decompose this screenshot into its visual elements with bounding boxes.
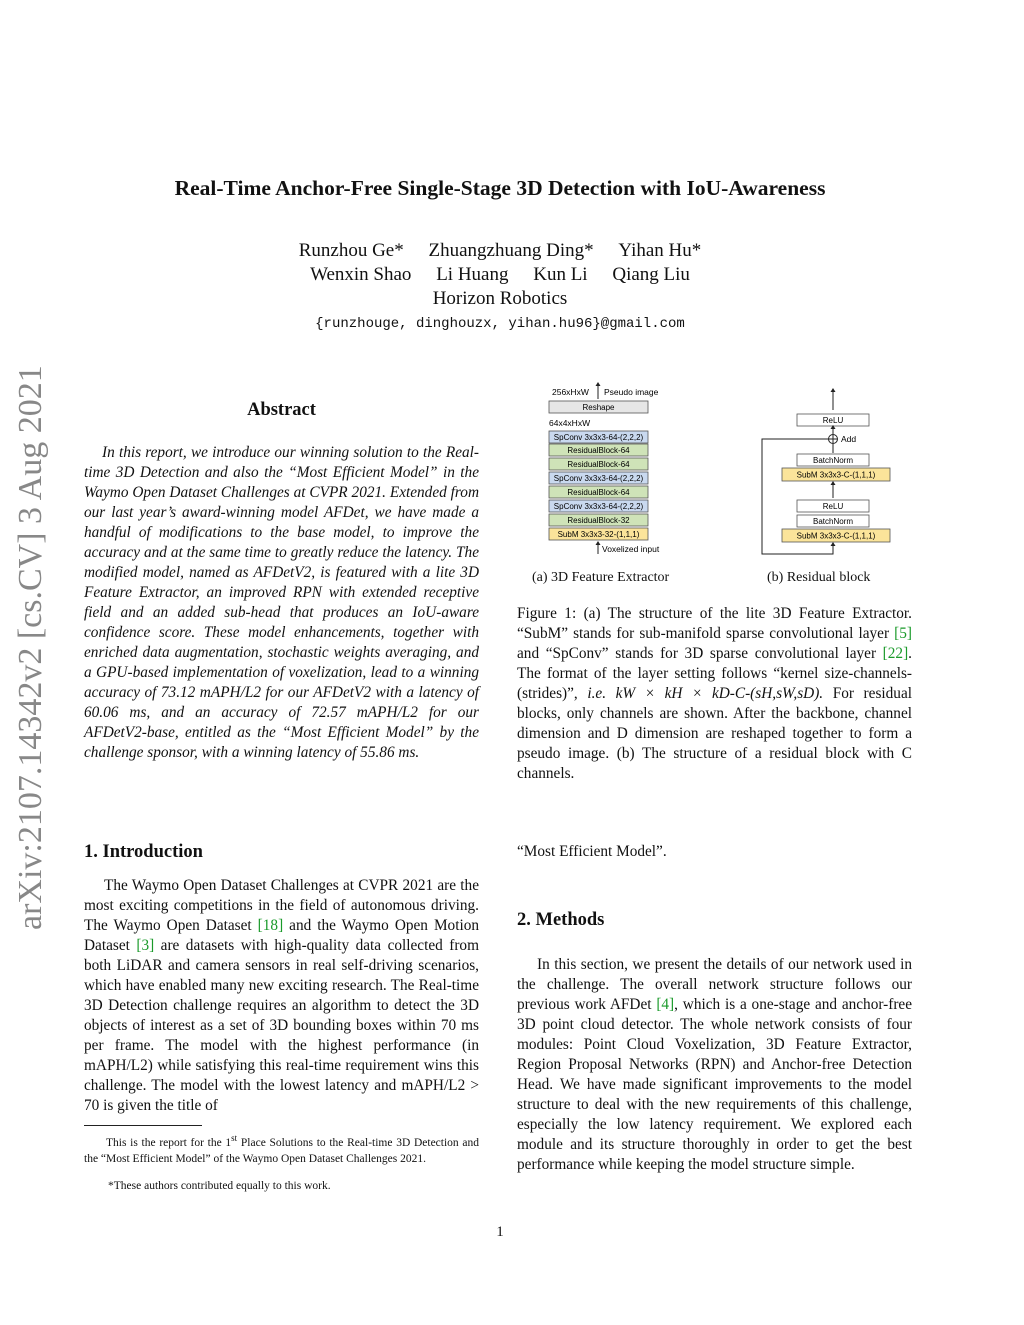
voxelized-input-label: Voxelized input (602, 544, 660, 554)
svg-text:BatchNorm: BatchNorm (812, 456, 854, 465)
arxiv-identifier: arXiv:2107.14342v2 [cs.CV] 3 Aug 2021 (12, 365, 49, 930)
svg-text:ReLU: ReLU (822, 502, 844, 511)
abstract-text: In this report, we introduce our winning solution to the Real-time 3D Detection and also the “Most Efficient Model” in the Waymo Open Dataset Challenges at CVPR 2021. Extended from our last year’s award-winning model AFDet, we have made a handful of modifications to the base model, to improve the accuracy and at the same time to greatly reduce the latency. The modified model, named as AFDetV2, is featured with a lite 3D Feature Extractor, an improved RPN with extended receptive field and an added sub-head that produces an IoU-aware confidence score. These model enhancements, together with enriched data augmentation, stochastic weights averaging, and a GPU-based implementation of voxelization, lead to a winning accuracy of 73.12 mAPH/L2 for our AFDetV2 with a latency of 60.06 ms, and an accuracy of 72.57 mAPH/L2 for our AFDetV2-base, entitled as the “Most Efficient Model” by the challenge sponsor, with a winning latency of 55.86 ms. (84, 444, 479, 761)
svg-text:SubM 3x3x3-C-(1,1,1): SubM 3x3x3-C-(1,1,1) (796, 470, 876, 480)
citation-link[interactable]: [4] (656, 996, 675, 1013)
extractor-stack (549, 431, 648, 540)
residual-block-diagram (762, 388, 890, 554)
svg-text:SubM 3x3x3-C-(1,1,1): SubM 3x3x3-C-(1,1,1) (796, 531, 876, 541)
abstract-heading: Abstract (247, 400, 316, 420)
author: Li Huang (436, 264, 509, 285)
svg-text:SpConv 3x3x3-64-(2,2,2): SpConv 3x3x3-64-(2,2,2) (553, 433, 644, 442)
author: Kun Li (533, 264, 588, 285)
svg-text:SpConv 3x3x3-64-(2,2,2): SpConv 3x3x3-64-(2,2,2) (553, 502, 644, 511)
add-label: Add (841, 434, 857, 444)
subcaption-b: (b) Residual block (767, 570, 871, 585)
introduction-heading: 1. Introduction (84, 842, 203, 862)
author-emails: {runzhouge, dinghouzx, yihan.hu96}@gmail.com (315, 316, 685, 332)
svg-text:BatchNorm: BatchNorm (812, 517, 854, 526)
svg-text:ResidualBlock-64: ResidualBlock-64 (567, 446, 630, 455)
svg-text:ResidualBlock-64: ResidualBlock-64 (567, 488, 630, 497)
introduction-continuation: “Most Efficient Model”. (517, 843, 667, 860)
figure-caption: Figure 1: (a) The structure of the lite 3D Feature Extractor. “SubM” stands for sub-manifold sparse convolutional layer [5] and “SpConv” stands for 3D sparse convolutional layer [22]. The format of the layer setting follows “kernel size-channels-(strides)”, i.e. kW × kH × kD-C-(sH,sW,sD). For residual blocks, only channels are shown. After the backbone, channel dimension and D dimension are reshaped together to form a pseudo image. (b) The structure of a residual block with C channels. (517, 605, 912, 782)
reshape-label: Reshape (582, 403, 615, 412)
introduction-paragraph: The Waymo Open Dataset Challenges at CVPR 2021 are the most exciting competitions in the field of autonomous driving. The Waymo Open Dataset [18] and the Waymo Open Motion Dataset [3] are datasets with high-quality data collected from both LiDAR and camera sensors in real self-driving scenarios, which have enabled many new exciting research. The Real-time 3D Detection challenge requires an algorithm to detect the 3D objects of interest as a set of 3D bounding boxes within 70 ms per frame. The model with the highest performance (in mAPH/L2) while satisfying this real-time requirement wins this challenge. The model with the lowest latency and mAPH/L2 > 70 is given the title of (84, 877, 479, 1114)
author: Runzhou Ge* (298, 240, 404, 261)
figure-1 (540, 382, 920, 592)
citation-link[interactable]: [18] (257, 917, 284, 934)
subcaption-a: (a) 3D Feature Extractor (532, 570, 670, 585)
top-dim-label: 256xHxW (552, 387, 589, 397)
footnote-2: *These authors contributed equally to this work. (108, 1180, 331, 1192)
footnote-rule (84, 1125, 202, 1126)
paper-title: Real-Time Anchor-Free Single-Stage 3D Detection with IoU-Awareness (174, 176, 826, 200)
svg-text:SpConv 3x3x3-64-(2,2,2): SpConv 3x3x3-64-(2,2,2) (553, 474, 644, 483)
svg-text:ResidualBlock-64: ResidualBlock-64 (567, 460, 630, 469)
methods-heading: 2. Methods (517, 910, 605, 930)
citation-link[interactable]: [5] (894, 625, 912, 642)
authors-line-2 (0, 264, 1000, 286)
author: Zhuangzhuang Ding* (428, 240, 594, 261)
mid-dim-label: 64x4xHxW (549, 418, 591, 428)
svg-text:ResidualBlock-32: ResidualBlock-32 (567, 516, 630, 525)
affiliation: Horizon Robotics (432, 288, 568, 309)
pseudo-image-label: Pseudo image (604, 387, 659, 397)
citation-link[interactable]: [3] (136, 937, 155, 954)
page-number: 1 (496, 1224, 504, 1240)
methods-paragraph: In this section, we present the details of our network used in the challenge. The overall network structure follows our previous work AFDet [4], which is a one-stage and anchor-free 3D point cloud detector. The whole network consists of four modules: Point Cloud Voxelization, 3D Feature Extractor, Region Proposal Networks (RPN) and Anchor-free Detection Head. We have made significant improvements to the model structure to deal with the new requirements of this challenge, especially the low latency requirement. We explored each module and its structure thoroughly in order to get the best performance while keeping the model structure simple. (517, 956, 913, 1173)
svg-text:ReLU: ReLU (822, 416, 844, 425)
authors-line-1 (0, 240, 1000, 262)
author: Qiang Liu (612, 264, 690, 285)
author: Yihan Hu* (618, 240, 702, 261)
author: Wenxin Shao (310, 264, 412, 285)
citation-link[interactable]: [22] (882, 645, 909, 662)
footnote-1: This is the report for the 1st Place Solutions to the Real-time 3D Detection and the “Most Efficient Model” of the Waymo Open Dataset Challenges 2021. (84, 1133, 479, 1165)
svg-text:SubM 3x3x3-32-(1,1,1): SubM 3x3x3-32-(1,1,1) (557, 530, 640, 539)
